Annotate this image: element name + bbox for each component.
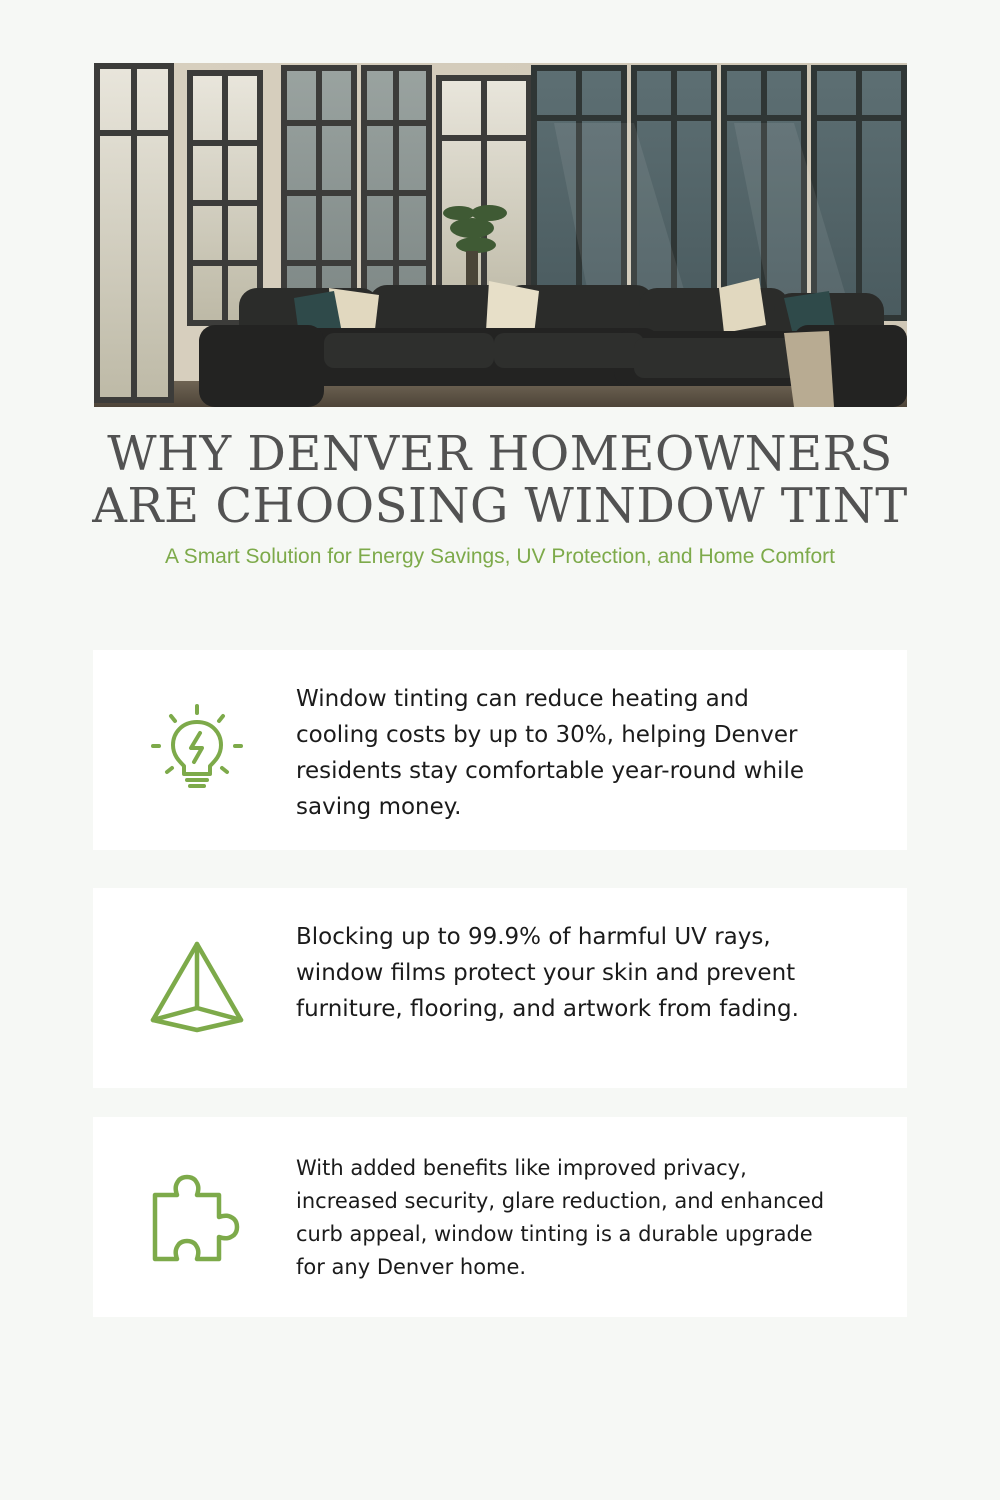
benefit-text-uv: Blocking up to 99.9% of harmful UV rays, window films protect your skin and prevent furniture, flooring, and artwork from fading.: [296, 924, 799, 1022]
benefit-card-extras: [93, 1117, 907, 1317]
benefit-card-uv: [93, 888, 907, 1088]
benefit-card-energy: [93, 650, 907, 850]
puzzle-piece-icon: [147, 1167, 247, 1267]
benefit-text-extras: With added benefits like improved privacy, increased security, glare reduction, and enhanced curb appeal, window tinting is a durable upgrade for any Denver home.: [296, 1156, 825, 1279]
lightbulb-icon: [147, 700, 247, 800]
page-title-line-1: WHY DENVER HOMEOWNERS: [107, 426, 893, 482]
living-room-photo: [94, 63, 907, 407]
hero-image: [94, 63, 907, 407]
pyramid-icon: [147, 938, 247, 1038]
page-subtitle: A Smart Solution for Energy Savings, UV Protection, and Home Comfort: [165, 545, 835, 568]
benefit-text-energy: Window tinting can reduce heating and cooling costs by up to 30%, helping Denver residents stay comfortable year-round while saving money.: [296, 686, 804, 820]
page-title-line-2: ARE CHOOSING WINDOW TINT: [92, 478, 908, 534]
page-title: [60, 428, 940, 532]
